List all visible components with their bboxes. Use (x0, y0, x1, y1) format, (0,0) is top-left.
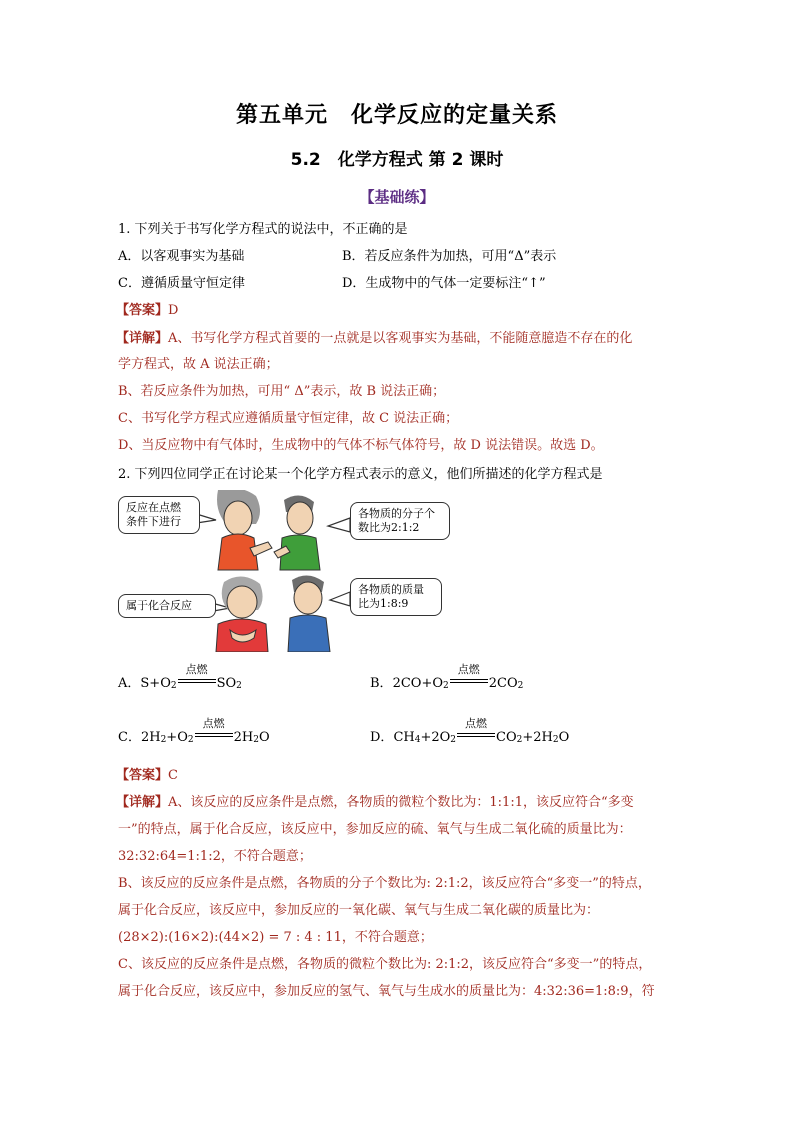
q2-explain-line-7: C、该反应的反应条件是点燃，各物质的微粒个数比为: 2:1:2，该反应符合“多变一”的特点， (118, 957, 652, 972)
explain-text: A、该反应的反应条件是点燃，各物质的微粒个数比为：1:1:1，该反应符合“多变 (168, 795, 634, 810)
q2-stem: 2. 下列四位同学正在讨论某一个化学方程式表示的意义，他们所描述的化学方程式是 (118, 467, 603, 482)
answer-label: 【答案】 (116, 303, 169, 318)
arrow-condition: 点燃 (202, 717, 225, 730)
q2-option-b: B．2CO+O 2 点燃 2CO $_2$ (370, 663, 524, 691)
bubble-text: 数比为2:1:2 (358, 521, 420, 534)
option-label: D． (370, 730, 394, 745)
reaction-arrow (450, 663, 488, 691)
answer-value: D (168, 303, 179, 318)
option-label: B． (370, 676, 393, 691)
explain-label: 【详解】 (116, 331, 169, 346)
q2-explain-line-4: B、该反应的反应条件是点燃，各物质的分子个数比为: 2:1:2，该反应符合“多变一”的特点， (118, 876, 651, 891)
boy-figure-green (274, 495, 320, 570)
boy-figure-blue (288, 575, 330, 652)
bubble-text: 条件下进行 (126, 515, 181, 528)
speech-bubble-mass-ratio (350, 578, 442, 616)
option-label: C． (118, 730, 141, 745)
arrow-condition: 点燃 (185, 663, 208, 676)
grandma-figure (216, 576, 268, 652)
q1-option-a: A．以客观事实为基础 (118, 249, 245, 264)
bubble-text: 比为1:8:9 (358, 597, 409, 610)
q2-explain-line-5: 属于化合反应，该反应中，参加反应的一氧化碳、氧气与生成二氧化碳的质量比为： (118, 903, 600, 918)
q2-explain-line-8: 属于化合反应，该反应中，参加反应的氢气、氧气与生成水的质量比为：4:32:36=1:8:9，符 (118, 984, 655, 999)
q1-stem: 1. 下列关于书写化学方程式的说法中，不正确的是 (118, 222, 408, 237)
speech-bubble-combination (118, 594, 216, 618)
reaction-arrow (457, 717, 495, 745)
q1-option-d: D．生成物中的气体一定要标注“↑” (342, 276, 546, 291)
arrow-condition: 点燃 (457, 663, 480, 676)
discussion-illustration (118, 490, 448, 652)
q1-option-c: C．遵循质量守恒定律 (118, 276, 245, 291)
q2-option-c: C．2H 2 +O 2 点燃 2H $_2$ O (118, 717, 270, 745)
q2-option-a: A．S+O 2 点燃 SO $_2$ (118, 663, 242, 691)
answer-label: 【答案】 (116, 768, 169, 783)
q1-explain-line-2: 学方程式，故 A 说法正确； (118, 357, 279, 372)
q2-explain-line-3: 32:32:64=1:1:2，不符合题意； (118, 849, 312, 864)
page-subtitle: 5.2 化学方程式 第 2 课时 (290, 150, 504, 170)
q1-explain-line-3: B、若反应条件为加热，可用“ Δ”表示，故 B 说法正确； (118, 384, 446, 399)
reaction-arrow (178, 663, 216, 691)
q2-explain-line-2: 一”的特点，属于化合反应，该反应中，参加反应的硫、氧气与生成二氧化硫的质量比为： (118, 822, 632, 837)
explain-label: 【详解】 (116, 795, 169, 810)
q2-explain-line-6: (28×2):(16×2):(44×2) = 7 : 4 : 11，不符合题意； (118, 930, 433, 945)
q2-explain-line-1 (116, 793, 634, 813)
q1-explain-line-4: C、书写化学方程式应遵循质量守恒定律，故 C 说法正确； (118, 411, 459, 426)
bubble-text: 各物质的质量 (358, 583, 424, 596)
option-label: A． (118, 676, 141, 691)
bubble-text: 反应在点燃 (126, 501, 181, 514)
section-heading: 【基础练】 (359, 188, 435, 206)
speech-bubble-molecule-ratio (350, 502, 450, 540)
q2-option-d: D．CH 4 +2O 2 点燃 CO $_2$ +2H 2 O (370, 717, 570, 745)
bubble-text: 属于化合反应 (126, 599, 192, 612)
bubble-text: 各物质的分子个 (358, 507, 435, 520)
q2-answer (116, 766, 178, 786)
explain-text: A、书写化学方程式首要的一点就是以客观事实为基础，不能随意臆造不存在的化 (168, 331, 633, 346)
girl-figure (217, 490, 272, 570)
q1-explain-line-1 (116, 329, 632, 349)
q1-answer (116, 301, 178, 321)
speech-bubble-condition (118, 496, 200, 534)
answer-value: C (168, 768, 178, 783)
arrow-condition: 点燃 (465, 717, 488, 730)
q1-explain-line-5: D、当反应物中有气体时，生成物中的气体不标气体符号，故 D 说法错误。故选 D。 (118, 438, 604, 453)
q1-option-b: B．若反应条件为加热，可用“Δ”表示 (342, 249, 557, 264)
reaction-arrow (195, 717, 233, 745)
page-title: 第五单元 化学反应的定量关系 (235, 103, 558, 128)
